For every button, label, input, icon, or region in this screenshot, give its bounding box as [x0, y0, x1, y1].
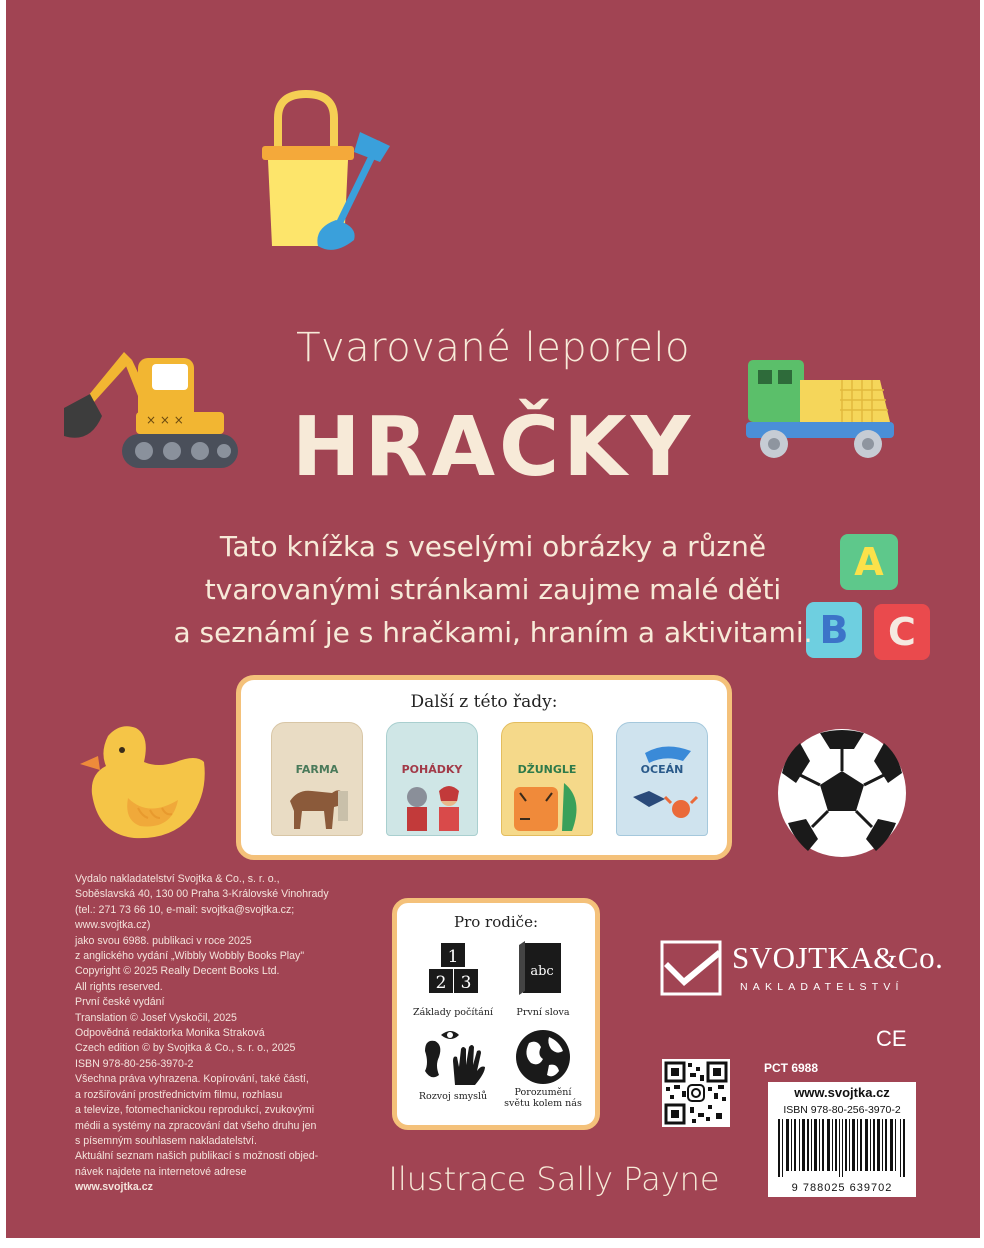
parents-heading: Pro rodiče: [454, 913, 538, 931]
series-book-dzungle [501, 722, 593, 836]
block-number: 2 [435, 973, 447, 993]
ce-mark: CE [876, 1026, 907, 1051]
imprint-line: www.svojtka.cz) [75, 919, 151, 932]
block-letter-c: C [888, 610, 916, 654]
imprint-line: Všechna práva vyhrazena. Kopírování, také částí, [75, 1073, 309, 1086]
svg-text:× × ×: × × × [146, 413, 184, 427]
imprint-website[interactable]: www.svojtka.cz [75, 1181, 153, 1194]
soccer-ball-icon [776, 727, 908, 859]
abc-book-icon [517, 939, 567, 995]
imprint-line: Translation © Josef Vyskočil, 2025 [75, 1011, 237, 1024]
publisher-subtitle: NAKLADATELSTVÍ [740, 981, 904, 993]
imprint-line: jako svou 6988. publikaci v roce 2025 [75, 934, 252, 947]
series-book-farma [271, 722, 363, 836]
book-description [6, 525, 980, 654]
block-number: 1 [447, 947, 459, 967]
parents-item-label: První slova [516, 1007, 570, 1018]
block-letter-a: A [854, 540, 884, 584]
parents-item-label: Základy počítání [413, 1007, 493, 1018]
description-line: tvarovanými stránkami zaujme malé děti [204, 573, 782, 606]
illustrator-credit: Ilustrace Sally Payne [388, 1160, 720, 1198]
imprint-line: a televize, fotomechanickou reprodukcí, zvukovými [75, 1104, 315, 1117]
block-letter-b: B [819, 608, 849, 652]
book-abc-text: abc [530, 964, 554, 979]
imprint-line: návek najdete na internetové adrese [75, 1165, 247, 1178]
barcode-digits: 9 788025 639702 [791, 1182, 893, 1194]
book-subtitle: Tvarované leporelo [296, 325, 690, 371]
series-heading: Další z této řady: [410, 692, 558, 712]
imprint-line: s písemným souhlasem nakladatelství. [75, 1134, 257, 1147]
description-line: Tato knížka s veselými obrázky a různě [219, 530, 767, 563]
isbn-text: ISBN 978-80-256-3970-2 [783, 1104, 901, 1116]
bucket-and-spade-icon [256, 88, 396, 258]
series-book-pohadky [386, 722, 478, 836]
parents-panel [392, 898, 600, 1130]
series-book-title: FARMA [295, 763, 339, 776]
imprint-line: Soběslavská 40, 130 00 Praha 3-Královské Vinohrady [75, 888, 329, 901]
series-book-title: OCEÁN [640, 763, 684, 776]
imprint-line: médii a systémy na zpracování dat všeho druhu jen [75, 1119, 317, 1132]
qr-code-icon [662, 1059, 730, 1127]
globe-icon [515, 1029, 571, 1085]
book-title: HRAČKY [291, 400, 695, 495]
block-number: 3 [460, 973, 472, 993]
qr-code[interactable] [662, 1059, 730, 1127]
isbn-barcode [768, 1103, 916, 1197]
publisher-name: SVOJTKA&Co. [732, 940, 944, 975]
parents-item-label: Porozumění světu kolem nás [504, 1087, 582, 1109]
imprint-line: All rights reserved. [75, 980, 163, 993]
series-book-ocean [616, 722, 708, 836]
imprint-line: a rozšiřování prostřednictvím filmu, rozhlasu [75, 1088, 283, 1101]
imprint-line: Vydalo nakladatelství Svojtka & Co., s. r. o., [75, 873, 280, 885]
imprint-line: z anglického vydání „Wibbly Wobbly Books Play" [75, 950, 305, 963]
product-code: PCT 6988 [764, 1061, 819, 1075]
barcode-icon [778, 1119, 906, 1177]
parents-item-label: Rozvoj smyslů [418, 1091, 488, 1102]
rubber-duck-icon [78, 722, 210, 844]
tiger-icon [510, 779, 586, 833]
imprint-line: Czech edition © by Svojtka & Co., s. r. o., 2025 [75, 1042, 296, 1055]
imprint-line: (tel.: 271 73 66 10, e-mail: svojtka@svojtka.cz; [75, 903, 295, 916]
imprint-line: Copyright © 2025 Really Decent Books Ltd. [75, 965, 280, 978]
imprint-line: ISBN 978-80-256-3970-2 [75, 1057, 194, 1070]
imprint-line: Odpovědná redaktorka Monika Straková [75, 1027, 265, 1040]
imprint-line: Aktuální seznam našich publikací s možností objed- [75, 1150, 319, 1163]
description-line: a seznámí je s hračkami, hraním a aktivitami. [173, 616, 813, 649]
fairytale-icon [399, 783, 469, 831]
imprint-line: První české vydání [75, 996, 165, 1009]
series-book-title: POHÁDKY [401, 763, 463, 776]
series-book-title: DŽUNGLE [517, 763, 577, 776]
publisher-logo-icon [660, 940, 724, 996]
number-blocks-icon [428, 941, 478, 995]
publisher-website[interactable]: www.svojtka.cz [768, 1082, 916, 1104]
imprint-text [75, 872, 385, 1196]
series-panel [236, 675, 732, 860]
senses-icon [419, 1027, 489, 1087]
ocean-icon [625, 733, 701, 833]
book-back-cover [6, 0, 980, 1238]
horse-icon [282, 781, 354, 831]
